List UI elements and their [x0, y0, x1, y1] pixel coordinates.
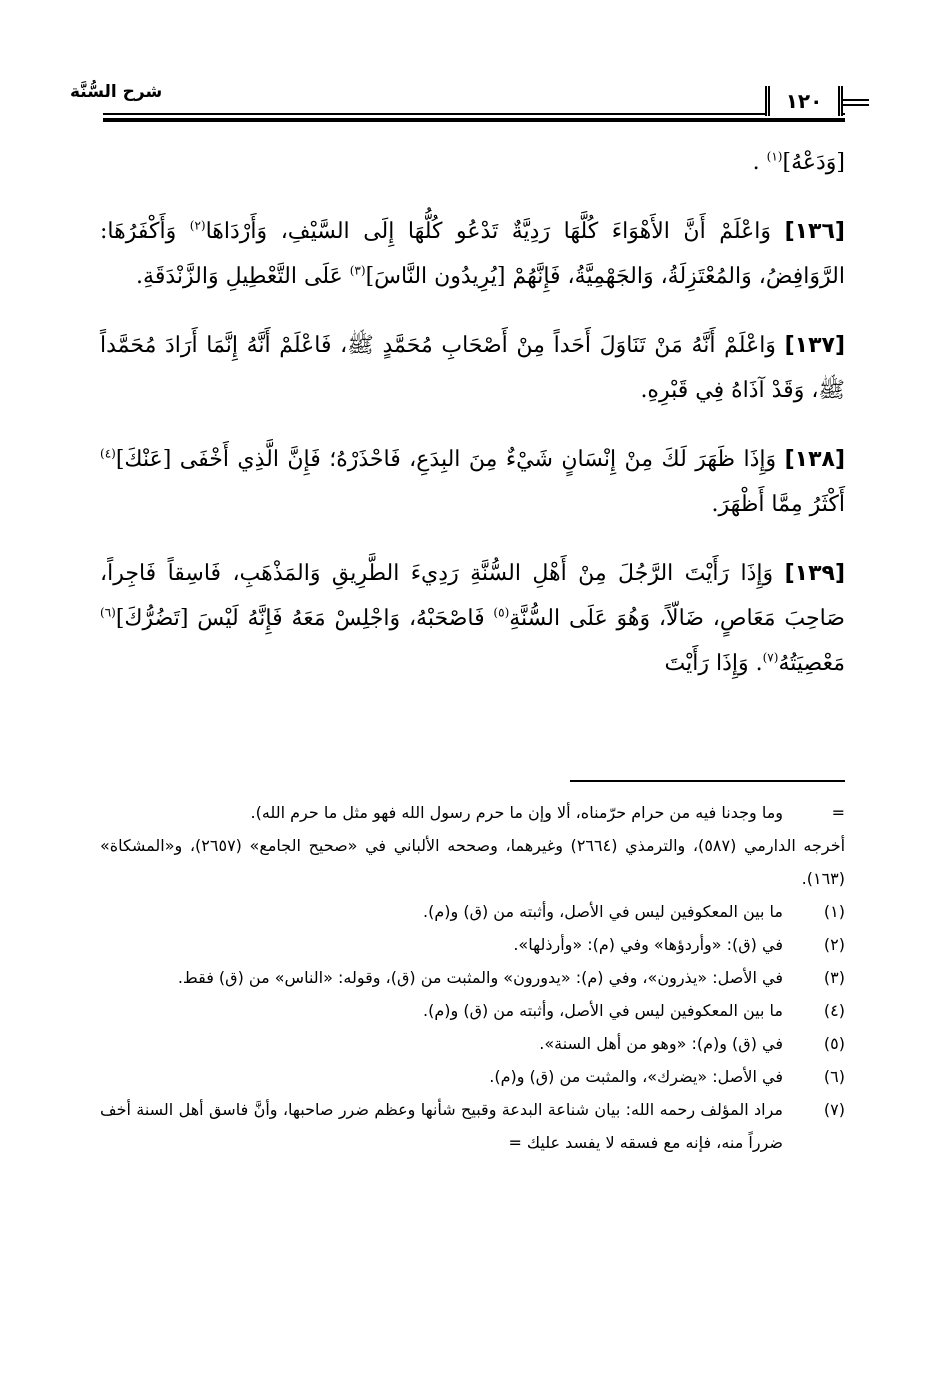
section-number-137: [١٣٧] [784, 333, 845, 358]
footnote-ref-1[interactable]: (١) [766, 149, 783, 164]
footnote-text: في (ق) و(م): «وهو من أهل السنة». [539, 1034, 783, 1053]
footnote-text: مراد المؤلف رحمه الله: بيان شناعة البدعة وقبيح شأنها وعظم ضرر صاحبها، وأنَّ فاسق أهل السنة أخف ضرراً منه، فإنه مع فسقه لا يفسد عليك = [100, 1100, 783, 1152]
page-number: ١٢٠ [765, 86, 843, 116]
paragraph-136-text-3: عَلَى التَّعْطِيلِ وَالزَّنْدَقَةِ. [136, 264, 343, 289]
footnote-3 [100, 961, 845, 994]
continuation-line [100, 140, 845, 185]
footnote-separator [570, 780, 845, 782]
footnote-mark: (٢) [823, 935, 845, 954]
footnote-continuation-text: وما وجدنا فيه من حرام حرّمناه، ألا وإن ما حرم رسول الله فهو مثل ما حرم الله). [250, 803, 783, 822]
section-number-136: [١٣٦] [784, 219, 845, 244]
footnote-6 [100, 1060, 845, 1093]
paragraph-139-text-2: فَاصْحَبْهُ، وَاجْلِسْ مَعَهُ فَإِنَّهُ لَيْسَ [تَضُرُّكَ] [115, 606, 485, 631]
continuation-text: [وَدَعْهُ] [782, 150, 845, 175]
footnote-text: في الأصل: «يضرك»، والمثبت من (ق) و(م). [489, 1067, 783, 1086]
footnote-ref-6[interactable]: (٦) [100, 605, 116, 620]
footnote-5 [100, 1027, 845, 1060]
footnote-text: في الأصل: «يذرون»، وفي (م): «يدورون» والمثبت من (ق)، وقوله: «الناس» من (ق) فقط. [177, 968, 783, 987]
footnote-ref-7[interactable]: (٧) [762, 650, 779, 665]
footnote-ref-5[interactable]: (٥) [493, 605, 510, 620]
paragraph-139 [100, 551, 845, 686]
footnote-mark: (١) [823, 902, 845, 921]
footnote-ref-4[interactable]: (٤) [100, 446, 116, 461]
continuation-mark: = [831, 803, 845, 822]
continuation-end: . [752, 150, 760, 175]
footnote-mark: (٤) [823, 1001, 845, 1020]
paragraph-138 [100, 437, 845, 527]
header-rule-tail [841, 99, 869, 106]
paragraph-136-text-1: وَاعْلَمْ أَنَّ الأَهْوَاءَ كُلَّهَا رَدِيَّةٌ تَدْعُو كُلُّهَا إِلَى السَّيْفِ، وَأَرْدَاهَا [205, 219, 772, 244]
footnote-mark: (٣) [823, 968, 845, 987]
paragraph-139-text-1: وَإِذَا رَأَيْتَ الرَّجُلَ مِنْ أَهْلِ السُّنَّةِ رَدِيءَ الطَّرِيقِ وَالمَذْهَبِ، فَاسِقاً فَاجِراً، صَاحِبَ مَعَاصٍ، ضَالّاً، وَهُوَ عَلَى السُّنَّةِ [100, 561, 845, 631]
footnote-text: ما بين المعكوفين ليس في الأصل، وأثبته من (ق) و(م). [423, 1001, 783, 1020]
footnote-4 [100, 994, 845, 1027]
running-title: شرح السُّنَّة [70, 82, 163, 102]
paragraph-136 [100, 209, 845, 299]
paragraph-138-text-2: أَكْثَرُ مِمَّا أَظْهَرَ. [711, 492, 845, 517]
footnote-ref-2[interactable]: (٢) [189, 218, 206, 233]
paragraph-137 [100, 323, 845, 413]
paragraph-138-text-1: وَإِذَا ظَهَرَ لَكَ مِنْ إِنْسَانٍ شَيْءٌ مِنَ البِدَعِ، فَاحْذَرْهُ؛ فَإِنَّ الَّذِي أَخْفَى [عَنْكَ] [115, 447, 777, 472]
footnote-mark: (٦) [823, 1067, 845, 1086]
paragraph-139-text-4: . وَإِذَا رَأَيْتَ [664, 651, 763, 676]
footnote-mark: (٧) [823, 1100, 845, 1119]
footnote-2 [100, 928, 845, 961]
footnote-7 [100, 1093, 845, 1159]
footnote-ref-3[interactable]: (٣) [349, 263, 366, 278]
footnote-takhrij: أخرجه الدارمي (٥٨٧)، والترمذي (٢٦٦٤) وغيرهما، وصححه الألباني في «صحيح الجامع» (٢٦٥٧)، و«المشكاة» (١٦٣). [100, 836, 846, 888]
paragraph-137-text: وَاعْلَمْ أَنَّهُ مَنْ تَنَاوَلَ أَحَداً مِنْ أَصْحَابِ مُحَمَّدٍ ﷺ، فَاعْلَمْ أَنَّهُ إِنَّمَا أَرَادَ مُحَمَّداً ﷺ، وَقَدْ آذَاهُ فِي قَبْرِهِ. [100, 333, 845, 403]
footnote-text: في (ق): «وأردؤها» وفي (م): «وأرذلها». [513, 935, 783, 954]
main-text [100, 140, 845, 686]
footnote-mark: (٥) [823, 1034, 845, 1053]
paragraph-139-text-3: مَعْصِيَتُهُ [778, 651, 845, 676]
footnote-continuation [100, 796, 845, 829]
footnote-text: ما بين المعكوفين ليس في الأصل، وأثبته من (ق) و(م). [423, 902, 783, 921]
paragraph-136-text-2: وَأَكْفَرُهَا: الرَّوَافِضُ، وَالمُعْتَزِلَةُ، وَالجَهْمِيَّةُ، فَإِنَّهُمْ [يُرِيدُون النَّاسَ] [100, 219, 845, 289]
header-rule-thin [103, 113, 845, 115]
footnotes [100, 796, 845, 1159]
section-number-138: [١٣٨] [784, 447, 845, 472]
header-rule-thick [103, 118, 845, 122]
footnote-1 [100, 895, 845, 928]
section-number-139: [١٣٩] [784, 561, 845, 586]
